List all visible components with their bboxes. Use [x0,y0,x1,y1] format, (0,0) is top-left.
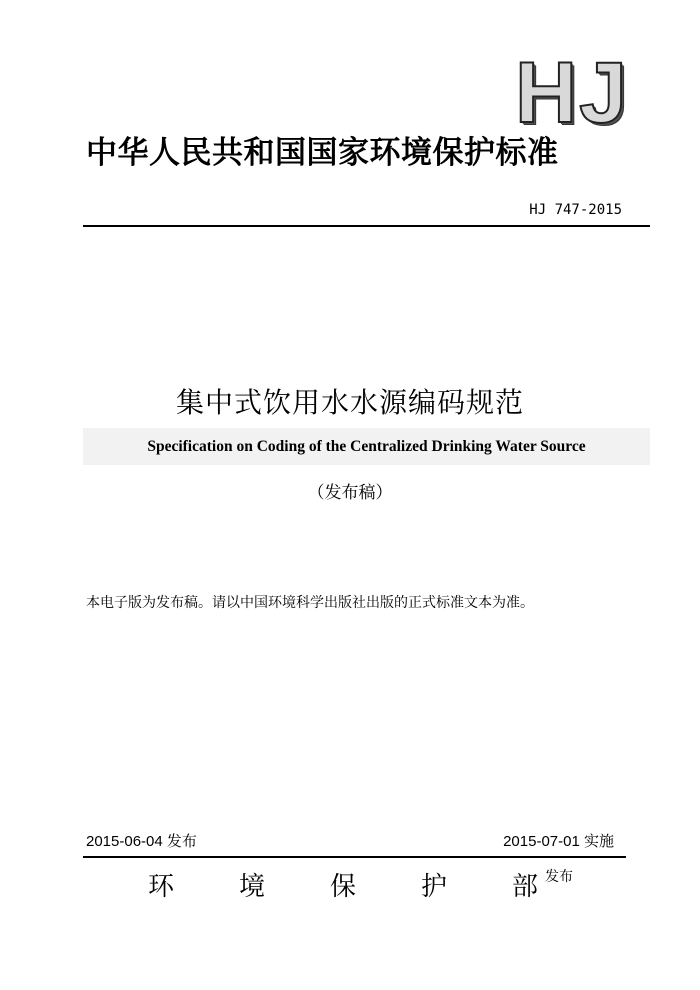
header-divider [83,225,650,227]
electronic-version-notice: 本电子版为发布稿。请以中国环境科学出版社出版的正式标准文本为准。 [86,595,534,611]
document-english-title: Specification on Coding of the Centralized Drinking Water Source [147,438,586,455]
implementation-date: 2015-07-01 实施 [503,833,614,850]
issuer-char: 保 [329,872,356,902]
issuer-char: 部 [511,872,538,902]
standard-number: HJ 747-2015 [529,202,622,218]
footer-divider [83,856,626,858]
english-title-band [83,428,650,465]
issue-date: 2015-06-04 发布 [86,833,197,850]
issuing-authority [148,867,538,907]
issuer-char: 境 [238,872,265,902]
issuer-char: 护 [420,872,447,902]
draft-status-label: （发布稿） [307,483,393,503]
issuer-char: 环 [148,872,175,902]
issuer-publish-label: 发布 [545,869,573,885]
standard-category-title: 中华人民共和国国家环境保护标准 [86,135,559,171]
hj-logo: HJ [515,45,629,141]
document-title: 集中式饮用水水源编码规范 [175,386,524,419]
